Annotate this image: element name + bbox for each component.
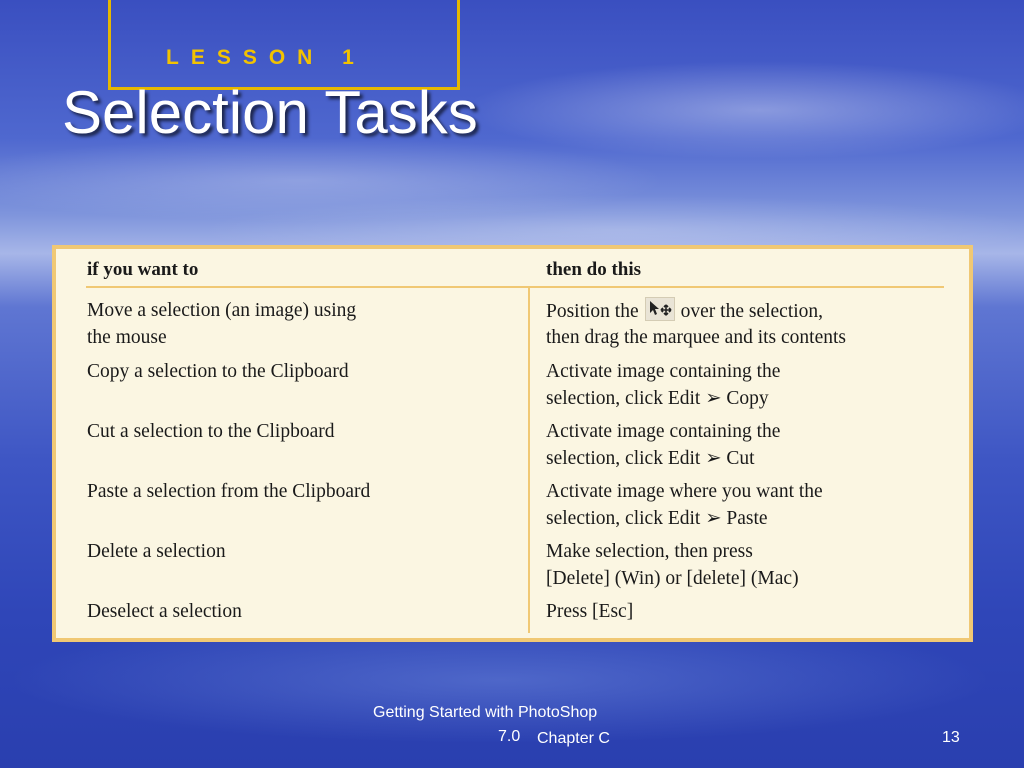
lesson-frame [108,0,460,90]
action-copy-line2: selection, click Edit ➢ Copy [546,388,769,409]
task-copy: Copy a selection to the Clipboard [87,361,349,382]
task-cut: Cut a selection to the Clipboard [87,421,335,442]
selection-tasks-table [52,245,973,642]
footer-chapter: Chapter C [537,730,610,747]
action-cut-line2: selection, click Edit ➢ Cut [546,448,755,469]
action-move-line1 [546,297,823,325]
action-copy-line1: Activate image containing the [546,361,781,382]
page-number: 13 [942,729,960,746]
task-delete: Delete a selection [87,541,226,562]
action-cut-line1: Activate image containing the [546,421,781,442]
action-paste-line2: selection, click Edit ➢ Paste [546,508,768,529]
lesson-label: LESSON 1 [166,46,366,69]
footer-course-line2: 7.0 [498,728,521,745]
action-move-pre: Position the [546,301,639,322]
slide-title: Selection Tasks [62,79,478,146]
column-divider [528,287,530,633]
header-rule [86,286,944,288]
task-move-line1: Move a selection (an image) using [87,300,357,321]
header-if-you-want-to: if you want to [87,259,199,280]
action-delete-line1: Make selection, then press [546,541,753,562]
action-deselect: Press [Esc] [546,601,634,622]
header-then-do-this: then do this [546,259,642,280]
action-delete-line2: [Delete] (Win) or [delete] (Mac) [546,568,799,589]
task-deselect: Deselect a selection [87,601,242,622]
action-move-post: over the selection, [680,301,824,322]
task-paste: Paste a selection from the Clipboard [87,481,371,502]
action-paste-line1: Activate image where you want the [546,481,823,502]
action-move-line2: then drag the marquee and its contents [546,327,846,348]
footer-course-line1: Getting Started with PhotoShop [373,704,598,721]
move-tool-icon [645,297,675,321]
task-move-line2: the mouse [87,327,167,348]
